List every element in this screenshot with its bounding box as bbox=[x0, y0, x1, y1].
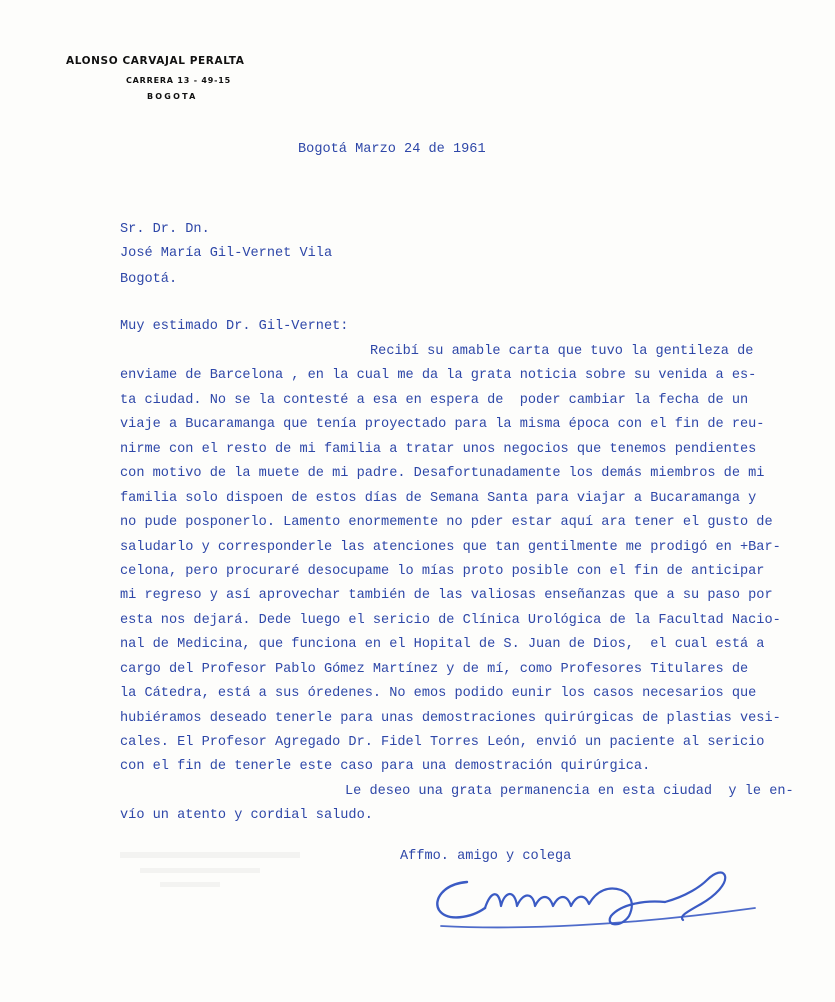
closing-line: Le deseo una grata permanencia en esta ciudad y le en- bbox=[345, 783, 794, 799]
body-line: enviame de Barcelona , en la cual me da la grata noticia sobre su venida a es- bbox=[120, 368, 757, 384]
body-line: no pude posponerlo. Lamento enormemente no pder estar aquí ara tener el gusto de bbox=[120, 515, 773, 531]
date-line: Bogotá Marzo 24 de 1961 bbox=[298, 142, 486, 157]
body-line: cales. El Profesor Agregado Dr. Fidel Torres León, envió un paciente al sericio bbox=[120, 735, 765, 750]
letter-body bbox=[120, 340, 794, 829]
salutation: Muy estimado Dr. Gil-Vernet: bbox=[120, 319, 349, 334]
valediction: Affmo. amigo y colega bbox=[400, 849, 572, 864]
body-line: la Cátedra, está a sus óredenes. No emos podido eunir los casos necesarios que bbox=[120, 686, 757, 702]
body-line: con motivo de la muete de mi padre. Desafortunadamente los demás miembros de mi bbox=[120, 466, 765, 482]
body-line: nal de Medicina, que funciona en el Hopital de S. Juan de Dios, el cual está a bbox=[120, 637, 765, 653]
show-through-mark bbox=[120, 848, 320, 908]
body-line: nirme con el resto de mi familia a tratar unos negocios que tenemos pendientes bbox=[120, 441, 757, 457]
letterhead-address: CARRERA 13 - 49-15 bbox=[126, 76, 231, 85]
recipient-city: Bogotá. bbox=[120, 272, 178, 287]
body-line: saludarlo y corresponderle las atenciones que tan gentilmente me prodigó en +Bar- bbox=[120, 539, 781, 555]
recipient-name: José María Gil-Vernet Vila bbox=[120, 246, 333, 261]
body-line: familia solo dispoen de estos días de Semana Santa para viajar a Bucaramanga y bbox=[120, 490, 757, 506]
letterhead-name: ALONSO CARVAJAL PERALTA bbox=[66, 55, 245, 67]
body-line: con el fin de tenerle este caso para una demostración quirúrgica. bbox=[120, 759, 651, 775]
body-line: celona, pero procuraré desocupame lo mías proto posible con el fin de anticipar bbox=[120, 563, 765, 579]
handwritten-signature bbox=[425, 860, 785, 940]
body-line: mi regreso y así aprovechar también de las valiosas enseñanzas que a su paso por bbox=[120, 588, 773, 604]
body-line: cargo del Profesor Pablo Gómez Martínez y de mí, como Profesores Titulares de bbox=[120, 661, 749, 677]
letterhead-city: BOGOTA bbox=[147, 92, 198, 101]
closing-line: vío un atento y cordial saludo. bbox=[120, 808, 373, 824]
body-line: esta nos dejará. Dede luego el sericio de Clínica Urológica de la Facultad Nacio- bbox=[120, 612, 781, 628]
body-line: viaje a Bucaramanga que tenía proyectado para la misma época con el fin de reu- bbox=[120, 417, 765, 433]
body-line: ta ciudad. No se la contesté a esa en espera de poder cambiar la fecha de un bbox=[120, 392, 749, 408]
body-line: Recibí su amable carta que tuvo la gentileza de bbox=[370, 344, 754, 359]
recipient-title: Sr. Dr. Dn. bbox=[120, 222, 210, 237]
body-line: hubiéramos deseado tenerle para unas demostraciones quirúrgicas de plastias vesi- bbox=[120, 710, 781, 726]
